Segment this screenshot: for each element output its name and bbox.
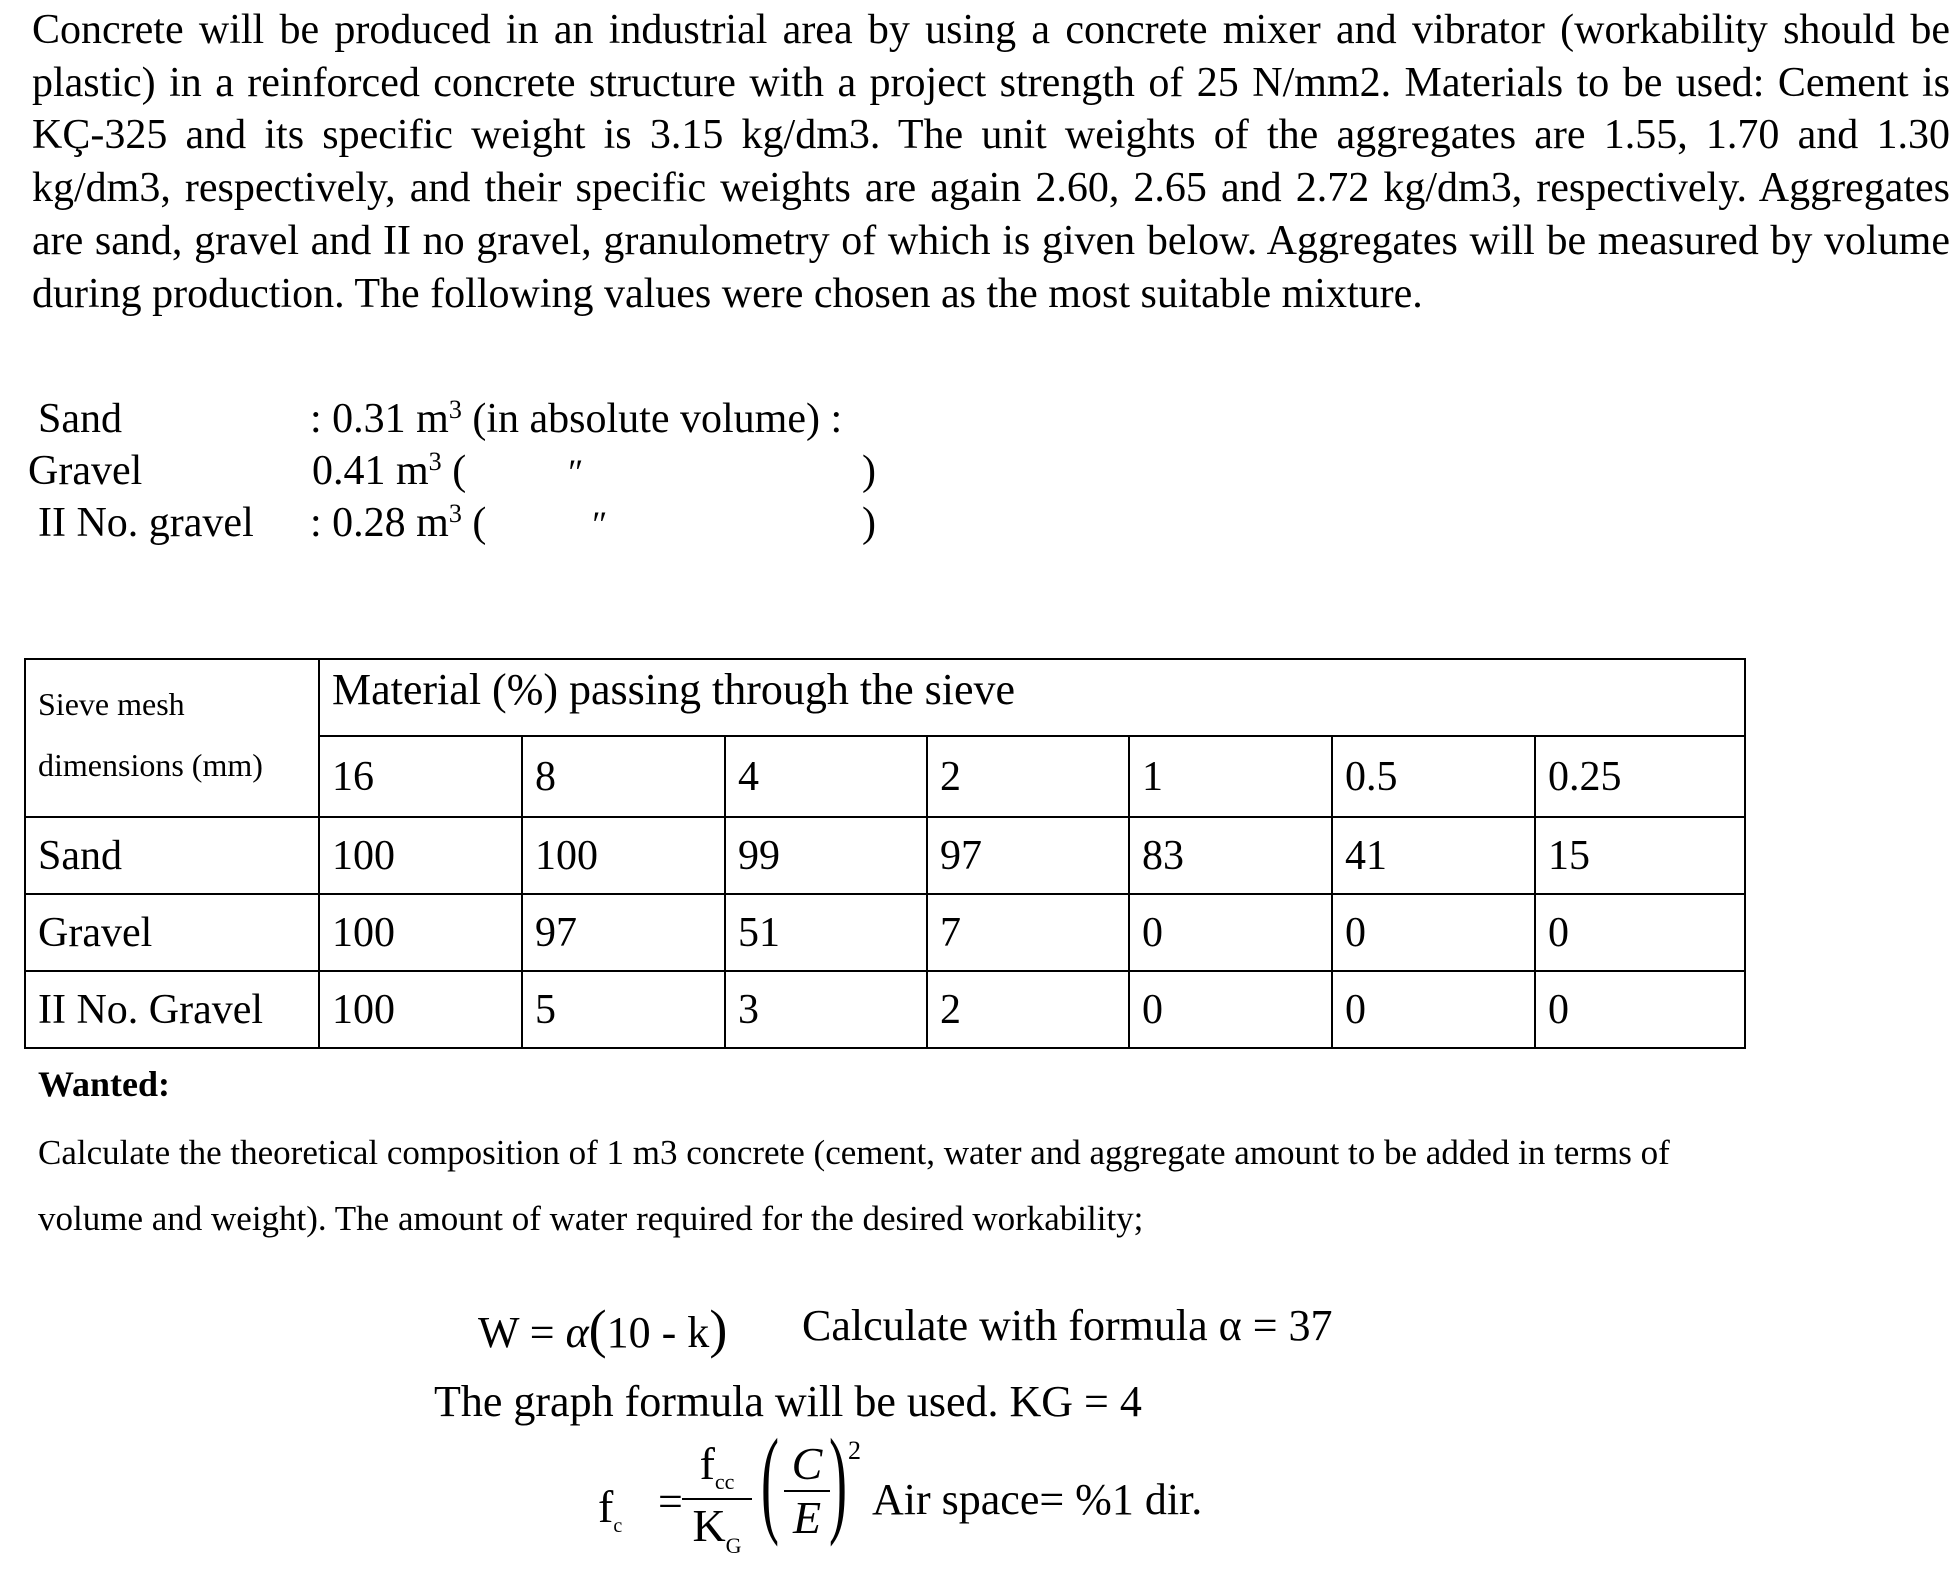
row-name-cell: II No. Gravel [25, 971, 319, 1048]
value-cell: 51 [725, 894, 927, 971]
sieve-header-line2: dimensions (mm) [38, 747, 263, 783]
closing-paren: ) [862, 500, 876, 546]
value-cell: 100 [319, 971, 522, 1048]
ditto-mark: ″ [590, 504, 605, 544]
fc-symbol: $f_c$ [598, 1481, 623, 1537]
mixture-name: Gravel [28, 448, 143, 494]
table-row [25, 817, 1745, 894]
sieve-header-cell [25, 659, 319, 817]
sieve-table [24, 658, 1746, 1049]
sieve-size-cell: 2 [927, 736, 1129, 817]
big-open-paren: ( [760, 1414, 779, 1547]
big-close-paren: ) [828, 1414, 847, 1547]
sieve-size-cell: 4 [725, 736, 927, 817]
value-cell: 0 [1332, 971, 1535, 1048]
graph-formula-text: The graph formula will be used. KG = 4 [434, 1377, 1142, 1426]
squared-exponent: 2 [848, 1436, 861, 1465]
wanted-heading: Wanted: [38, 1064, 171, 1104]
sieve-size-cell: 8 [522, 736, 725, 817]
c-over-e-fraction [784, 1440, 830, 1542]
value-cell: 0 [1535, 894, 1745, 971]
mixture-name: II No. gravel [38, 500, 254, 546]
value-cell: 2 [927, 971, 1129, 1048]
fraction-numerator: C [791, 1438, 823, 1489]
fraction-denominator: E [792, 1492, 822, 1543]
open-paren: ( [588, 1299, 607, 1359]
row-name-cell: Gravel [25, 894, 319, 971]
fraction-numerator: $f_{cc}$ [699, 1438, 735, 1494]
alpha-symbol: α [565, 1308, 589, 1357]
mixture-value: : 0.28 $m^3$ ( [310, 498, 487, 546]
value-cell: 41 [1332, 817, 1535, 894]
value-cell: 0 [1535, 971, 1745, 1048]
value-cell: 0 [1129, 894, 1332, 971]
value-cell: 100 [522, 817, 725, 894]
fcc-over-kg-fraction [682, 1440, 752, 1558]
problem-statement: Concrete will be produced in an industrial area by using a concrete mixer and vibrator (workability should be plastic) in a reinforced concrete structure with a project strength of 25 N/mm2. Materials to be used: Cement is KÇ-325 and its specific weight is 3.15 kg/dm3. The unit weights of the aggregates are 1.55, 1.70 and 1.30 kg/dm3, respectively, and their specific weights are again 2.60, 2.65 and 2.72 kg/dm3, respectively. Aggregates are sand, gravel and II no gravel, granulometry of which is given below. Aggregates will be measured by volume during production. The following values were chosen as the most suitable mixture. [32, 7, 1950, 317]
value-cell: 97 [927, 817, 1129, 894]
fraction-denominator: $K_G$ [692, 1500, 742, 1558]
formula-lhs: W = [478, 1308, 566, 1357]
value-cell: 5 [522, 971, 725, 1048]
water-formula [478, 1298, 727, 1360]
closing-paren: ) [862, 448, 876, 494]
value-cell: 99 [725, 817, 927, 894]
sieve-size-cell: 16 [319, 736, 522, 817]
mixture-value: 0.41 $m^3$ ( [312, 446, 467, 494]
sieve-size-cell: 0.25 [1535, 736, 1745, 817]
alpha-value-text: Calculate with formula α = 37 [802, 1301, 1333, 1350]
value-cell: 3 [725, 971, 927, 1048]
sieve-size-cell: 1 [1129, 736, 1332, 817]
sieve-header-line1: Sieve mesh [38, 686, 185, 722]
close-paren: ) [709, 1299, 728, 1359]
value-cell: 97 [522, 894, 725, 971]
value-cell: 100 [319, 817, 522, 894]
sieve-size-cell: 0.5 [1332, 736, 1535, 817]
value-cell: 100 [319, 894, 522, 971]
value-cell: 83 [1129, 817, 1332, 894]
value-cell: 15 [1535, 817, 1745, 894]
mixture-name: Sand [38, 396, 122, 442]
table-row [25, 894, 1745, 971]
value-cell: 0 [1332, 894, 1535, 971]
ditto-mark: ″ [566, 452, 581, 492]
calculation-instructions: Calculate the theoretical composition of 1 m3 concrete (cement, water and aggregate amount to be added in terms of volume and weight). The amount of water required for the desired workability; [38, 1133, 1670, 1238]
table-row [25, 971, 1745, 1048]
mixture-value: : 0.31 $m^3$ (in absolute volume) : [310, 394, 843, 442]
equals-sign: = [658, 1477, 683, 1526]
air-space-text: Air space= %1 dir. [872, 1475, 1203, 1524]
value-cell: 7 [927, 894, 1129, 971]
passing-header: Material (%) passing through the sieve [319, 659, 1745, 736]
row-name-cell: Sand [25, 817, 319, 894]
formula-inner: 10 - k [606, 1308, 710, 1357]
value-cell: 0 [1129, 971, 1332, 1048]
